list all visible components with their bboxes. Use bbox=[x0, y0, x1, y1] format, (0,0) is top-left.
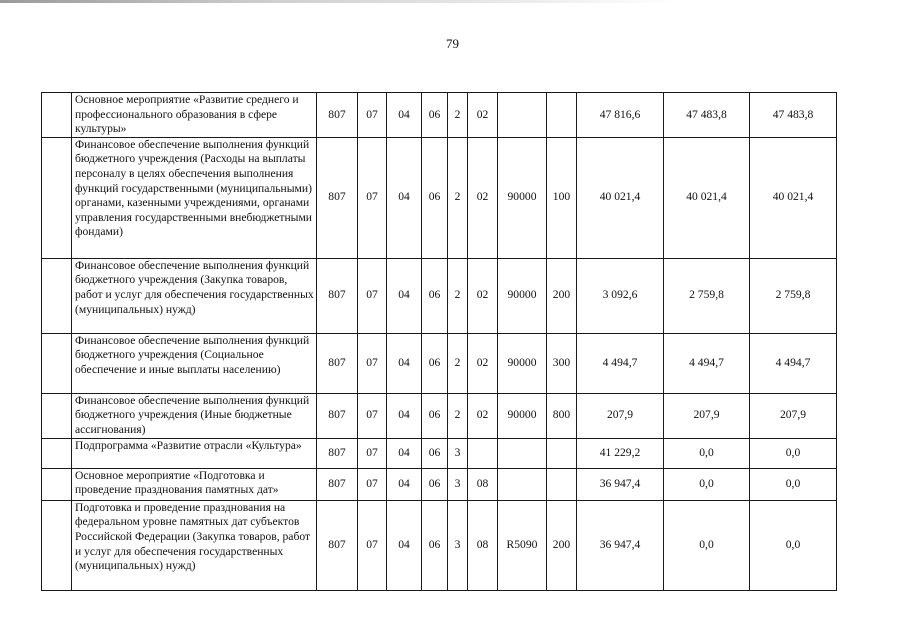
subsection-cell: 04 bbox=[387, 258, 422, 333]
row-index-cell bbox=[42, 137, 72, 258]
expense-type-cell bbox=[547, 438, 577, 468]
sum-2019-cell: 4 494,7 bbox=[664, 333, 750, 393]
sum-2020-cell: 4 494,7 bbox=[750, 333, 837, 393]
direction-cell bbox=[498, 93, 547, 138]
sum-2020-cell: 0,0 bbox=[750, 438, 837, 468]
subsection-cell: 04 bbox=[387, 333, 422, 393]
sum-2020-cell: 47 483,8 bbox=[750, 93, 837, 138]
sum-2019-cell: 2 759,8 bbox=[664, 258, 750, 333]
table-row bbox=[42, 137, 837, 258]
subprogram-cell: 3 bbox=[448, 500, 468, 590]
row-index-cell bbox=[42, 500, 72, 590]
sum-2019-cell: 0,0 bbox=[664, 468, 750, 500]
event-cell: 02 bbox=[468, 137, 498, 258]
table-row bbox=[42, 438, 837, 468]
event-cell: 08 bbox=[468, 500, 498, 590]
event-cell: 02 bbox=[468, 393, 498, 438]
program-cell: 06 bbox=[422, 333, 448, 393]
section-cell: 07 bbox=[358, 468, 387, 500]
event-cell: 02 bbox=[468, 93, 498, 138]
row-index-cell bbox=[42, 393, 72, 438]
grbs-cell: 807 bbox=[317, 438, 358, 468]
event-cell: 08 bbox=[468, 468, 498, 500]
program-cell: 06 bbox=[422, 137, 448, 258]
expense-type-cell: 200 bbox=[547, 258, 577, 333]
direction-cell: 90000 bbox=[498, 137, 547, 258]
event-cell: 02 bbox=[468, 333, 498, 393]
program-cell: 06 bbox=[422, 438, 448, 468]
subprogram-cell: 2 bbox=[448, 258, 468, 333]
expense-type-cell: 800 bbox=[547, 393, 577, 438]
subprogram-cell: 2 bbox=[448, 333, 468, 393]
direction-cell: 90000 bbox=[498, 393, 547, 438]
row-index-cell bbox=[42, 258, 72, 333]
row-index-cell bbox=[42, 333, 72, 393]
grbs-cell: 807 bbox=[317, 93, 358, 138]
subprogram-cell: 2 bbox=[448, 93, 468, 138]
event-cell bbox=[468, 438, 498, 468]
sum-2020-cell: 40 021,4 bbox=[750, 137, 837, 258]
direction-cell bbox=[498, 468, 547, 500]
row-name: Финансовое обеспечение выполнения функций бюджетного учреждения (Расходы на выплаты персоналу в целях обеспечения выполнения функций государственными (муниципальными) органами, казенными учреждениями, органами управления государственными внебюджетными фондами) bbox=[72, 137, 317, 258]
sum-2018-cell: 207,9 bbox=[577, 393, 664, 438]
page-number: 79 bbox=[446, 36, 459, 51]
sum-2020-cell: 207,9 bbox=[750, 393, 837, 438]
program-cell: 06 bbox=[422, 393, 448, 438]
sum-2018-cell: 36 947,4 bbox=[577, 500, 664, 590]
grbs-cell: 807 bbox=[317, 137, 358, 258]
sum-2018-cell: 4 494,7 bbox=[577, 333, 664, 393]
sum-2020-cell: 0,0 bbox=[750, 468, 837, 500]
expense-type-cell: 100 bbox=[547, 137, 577, 258]
subprogram-cell: 3 bbox=[448, 468, 468, 500]
subsection-cell: 04 bbox=[387, 500, 422, 590]
sum-2019-cell: 0,0 bbox=[664, 500, 750, 590]
sum-2018-cell: 41 229,2 bbox=[577, 438, 664, 468]
table-row bbox=[42, 500, 837, 590]
sum-2018-cell: 47 816,6 bbox=[577, 93, 664, 138]
grbs-cell: 807 bbox=[317, 468, 358, 500]
subsection-cell: 04 bbox=[387, 137, 422, 258]
direction-cell bbox=[498, 438, 547, 468]
row-name: Финансовое обеспечение выполнения функций бюджетного учреждения (Закупка товаров, работ и услуг для обеспечения государственных (муниципальных) нужд) bbox=[72, 258, 317, 333]
direction-cell: 90000 bbox=[498, 333, 547, 393]
sum-2019-cell: 47 483,8 bbox=[664, 93, 750, 138]
row-index-cell bbox=[42, 438, 72, 468]
sum-2018-cell: 36 947,4 bbox=[577, 468, 664, 500]
direction-cell: 90000 bbox=[498, 258, 547, 333]
sum-2019-cell: 40 021,4 bbox=[664, 137, 750, 258]
section-cell: 07 bbox=[358, 258, 387, 333]
row-name: Основное мероприятие «Развитие среднего и профессионального образования в сфере культуры» bbox=[72, 93, 317, 138]
row-name: Финансовое обеспечение выполнения функций бюджетного учреждения (Социальное обеспечение и иные выплаты населению) bbox=[72, 333, 317, 393]
row-name: Финансовое обеспечение выполнения функций бюджетного учреждения (Иные бюджетные ассигнования) bbox=[72, 393, 317, 438]
expense-type-cell: 300 bbox=[547, 333, 577, 393]
row-name: Подготовка и проведение празднования на федеральном уровне памятных дат субъектов Российской Федерации (Закупка товаров, работ и услуг для обеспечения государственных (муниципальных) нужд) bbox=[72, 500, 317, 590]
expense-type-cell bbox=[547, 93, 577, 138]
table-row bbox=[42, 93, 837, 138]
subsection-cell: 04 bbox=[387, 93, 422, 138]
subprogram-cell: 2 bbox=[448, 137, 468, 258]
section-cell: 07 bbox=[358, 93, 387, 138]
subprogram-cell: 2 bbox=[448, 393, 468, 438]
table-row bbox=[42, 333, 837, 393]
program-cell: 06 bbox=[422, 468, 448, 500]
grbs-cell: 807 bbox=[317, 258, 358, 333]
table-row bbox=[42, 468, 837, 500]
section-cell: 07 bbox=[358, 438, 387, 468]
subsection-cell: 04 bbox=[387, 438, 422, 468]
row-name: Подпрограмма «Развитие отрасли «Культура» bbox=[72, 438, 317, 468]
section-cell: 07 bbox=[358, 393, 387, 438]
subsection-cell: 04 bbox=[387, 393, 422, 438]
grbs-cell: 807 bbox=[317, 500, 358, 590]
section-cell: 07 bbox=[358, 500, 387, 590]
row-index-cell bbox=[42, 468, 72, 500]
sum-2018-cell: 40 021,4 bbox=[577, 137, 664, 258]
expense-type-cell bbox=[547, 468, 577, 500]
table-row bbox=[42, 258, 837, 333]
program-cell: 06 bbox=[422, 93, 448, 138]
budget-table bbox=[41, 92, 837, 591]
sum-2019-cell: 207,9 bbox=[664, 393, 750, 438]
subprogram-cell: 3 bbox=[448, 438, 468, 468]
program-cell: 06 bbox=[422, 258, 448, 333]
row-name: Основное мероприятие «Подготовка и проведение празднования памятных дат» bbox=[72, 468, 317, 500]
scan-edge-shadow bbox=[0, 0, 905, 3]
event-cell: 02 bbox=[468, 258, 498, 333]
grbs-cell: 807 bbox=[317, 393, 358, 438]
sum-2020-cell: 2 759,8 bbox=[750, 258, 837, 333]
subsection-cell: 04 bbox=[387, 468, 422, 500]
row-index-cell bbox=[42, 93, 72, 138]
sum-2019-cell: 0,0 bbox=[664, 438, 750, 468]
grbs-cell: 807 bbox=[317, 333, 358, 393]
section-cell: 07 bbox=[358, 137, 387, 258]
sum-2018-cell: 3 092,6 bbox=[577, 258, 664, 333]
sum-2020-cell: 0,0 bbox=[750, 500, 837, 590]
expense-type-cell: 200 bbox=[547, 500, 577, 590]
direction-cell: R5090 bbox=[498, 500, 547, 590]
table-row bbox=[42, 393, 837, 438]
program-cell: 06 bbox=[422, 500, 448, 590]
section-cell: 07 bbox=[358, 333, 387, 393]
